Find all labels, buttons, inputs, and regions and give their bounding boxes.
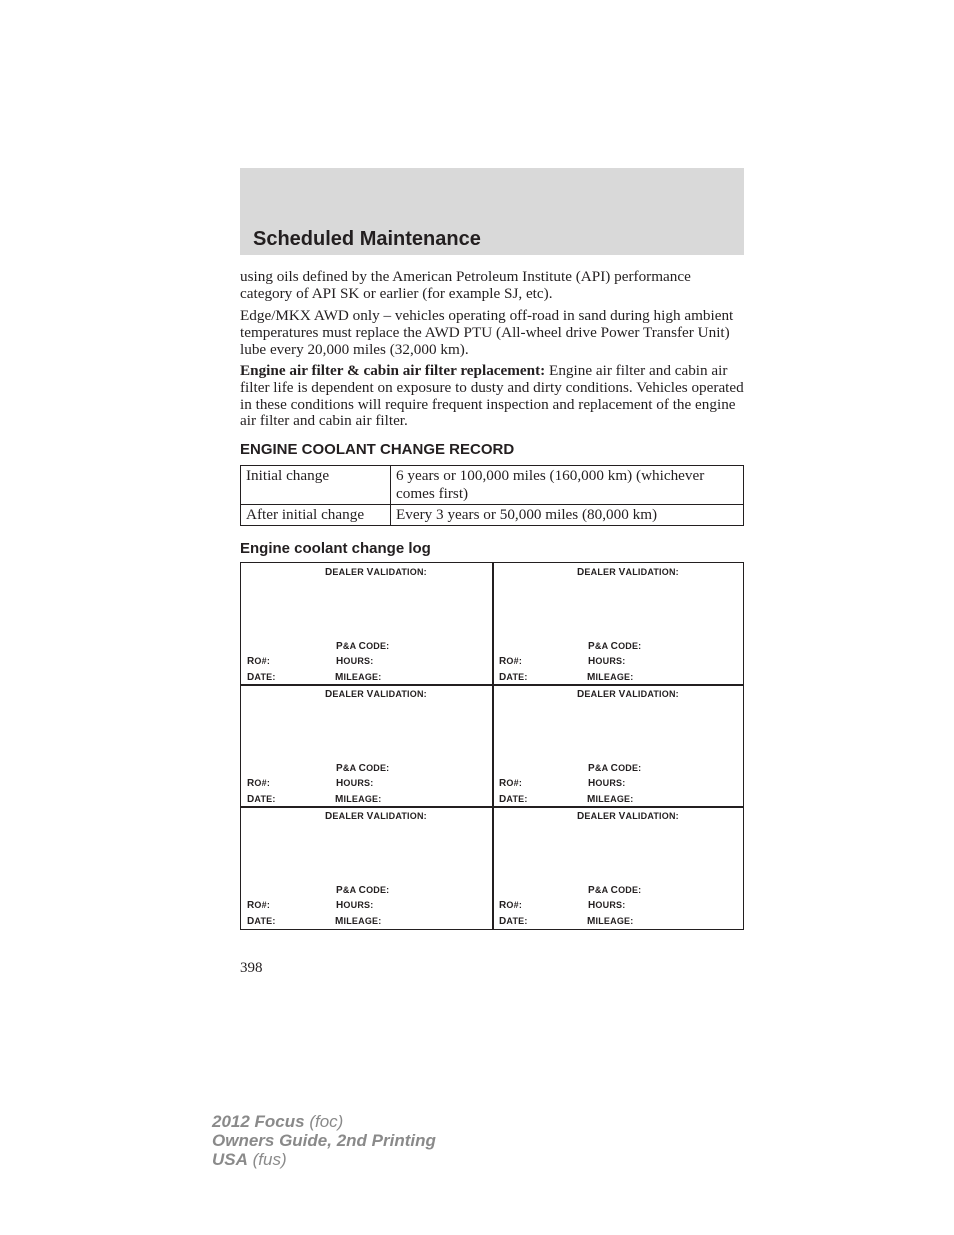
log-entry-cell xyxy=(493,563,744,684)
ro-number-label: RO#: xyxy=(247,778,271,789)
ro-number-label: RO#: xyxy=(247,656,271,667)
mileage-label: MILEAGE: xyxy=(587,672,634,683)
hours-label: HOURS: xyxy=(588,778,626,789)
footer-region xyxy=(212,1150,436,1169)
mileage-label: MILEAGE: xyxy=(335,794,382,805)
dealer-validation-label: DEALER VALIDATION: xyxy=(325,567,427,578)
footer-guide-name: Owners Guide, 2nd Printing xyxy=(212,1131,436,1150)
pa-code-label: P&A CODE: xyxy=(336,885,390,896)
coolant-record-heading: ENGINE COOLANT CHANGE RECORD xyxy=(240,441,515,458)
dealer-validation-label: DEALER VALIDATION: xyxy=(577,811,679,822)
record-value: Every 3 years or 50,000 miles (80,000 km) xyxy=(391,505,744,526)
dealer-validation-label: DEALER VALIDATION: xyxy=(325,811,427,822)
log-entry-cell xyxy=(241,563,492,684)
footer-model-name: 2012 Focus xyxy=(212,1112,305,1131)
record-label: After initial change xyxy=(241,505,391,526)
footer-guide xyxy=(212,1131,436,1150)
dealer-validation-label: DEALER VALIDATION: xyxy=(325,689,427,700)
footer-region-name: USA xyxy=(212,1150,248,1169)
pa-code-label: P&A CODE: xyxy=(588,885,642,896)
coolant-log-heading: Engine coolant change log xyxy=(240,540,431,557)
paragraph-api-oils: using oils defined by the American Petroleum Institute (API) performance category of API SK or earlier (for example SJ, etc). xyxy=(240,268,691,302)
log-entry-cell xyxy=(493,807,744,928)
hours-label: HOURS: xyxy=(336,656,374,667)
hours-label: HOURS: xyxy=(336,900,374,911)
ro-number-label: RO#: xyxy=(247,900,271,911)
pa-code-label: P&A CODE: xyxy=(588,763,642,774)
date-label: DATE: xyxy=(499,916,528,927)
ro-number-label: RO#: xyxy=(499,778,523,789)
footer-model xyxy=(212,1112,436,1131)
ro-number-label: RO#: xyxy=(499,656,523,667)
mileage-label: MILEAGE: xyxy=(587,794,634,805)
mileage-label: MILEAGE: xyxy=(335,672,382,683)
table-row xyxy=(241,505,744,526)
pa-code-label: P&A CODE: xyxy=(588,641,642,652)
dealer-validation-label: DEALER VALIDATION: xyxy=(577,567,679,578)
air-filter-text: Engine air filter and cabin air filter life is dependent on exposure to dusty and dirty conditions. Vehicles operated in these conditions will require frequent inspection and replacement of the engine air filter and cabin air filter. xyxy=(240,362,744,430)
date-label: DATE: xyxy=(499,794,528,805)
section-title: Scheduled Maintenance xyxy=(253,228,481,250)
log-entry-cell xyxy=(241,685,492,806)
coolant-log-grid xyxy=(240,562,744,930)
hours-label: HOURS: xyxy=(336,778,374,789)
table-row xyxy=(241,466,744,505)
document-footer xyxy=(212,1112,436,1169)
date-label: DATE: xyxy=(499,672,528,683)
footer-model-code: (foc) xyxy=(304,1112,344,1131)
air-filter-lead: Engine air filter & cabin air filter replacement: xyxy=(240,362,546,379)
pa-code-label: P&A CODE: xyxy=(336,641,390,652)
mileage-label: MILEAGE: xyxy=(587,916,634,927)
date-label: DATE: xyxy=(247,794,276,805)
record-label: Initial change xyxy=(241,466,391,505)
hours-label: HOURS: xyxy=(588,900,626,911)
pa-code-label: P&A CODE: xyxy=(336,763,390,774)
date-label: DATE: xyxy=(247,916,276,927)
log-entry-cell xyxy=(493,685,744,806)
footer-region-code: (fus) xyxy=(247,1150,287,1169)
paragraph-air-filter xyxy=(240,363,746,430)
mileage-label: MILEAGE: xyxy=(335,916,382,927)
hours-label: HOURS: xyxy=(588,656,626,667)
ro-number-label: RO#: xyxy=(499,900,523,911)
date-label: DATE: xyxy=(247,672,276,683)
coolant-record-table xyxy=(240,465,744,526)
log-entry-cell xyxy=(241,807,492,928)
page-number: 398 xyxy=(240,960,263,976)
paragraph-awd-ptu: Edge/MKX AWD only – vehicles operating off-road in sand during high ambient temperatures must replace the AWD PTU (All-wheel drive Power Transfer Unit) lube every 20,000 miles (32,000 km). xyxy=(240,307,734,358)
dealer-validation-label: DEALER VALIDATION: xyxy=(577,689,679,700)
record-value: 6 years or 100,000 miles (160,000 km) (whichever comes first) xyxy=(391,466,744,505)
